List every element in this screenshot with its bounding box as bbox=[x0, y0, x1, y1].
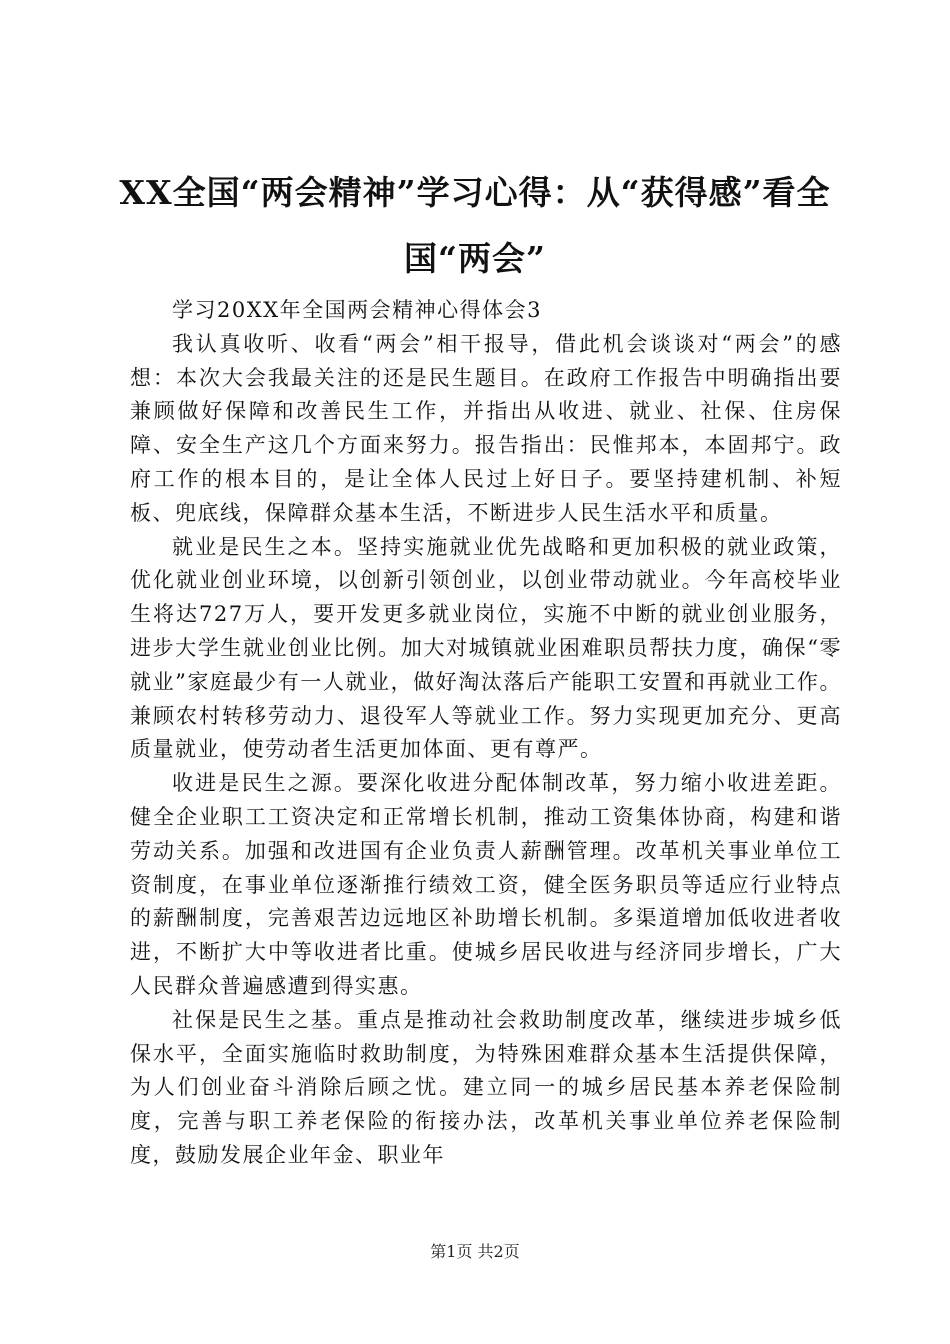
page-footer: 第1页 共2页 bbox=[430, 1242, 520, 1261]
paragraph-social-security: 社保是民生之基。重点是推动社会救助制度改革，继续进步城乡低保水平，全面实施临时救助制度，为特殊困难群众基本生活提供保障，为人们创业奋斗消除后顾之忧。建立同一的城乡居民基本养老保险制度，完善与职工养老保险的衔接办法，改革机关事业单位养老保险制度，鼓励发展企业年金、职业年 bbox=[130, 1007, 842, 1167]
paragraph-employment: 就业是民生之本。坚持实施就业优先战略和更加积极的就业政策，优化就业创业环境，以创新引领创业，以创业带动就业。今年高校毕业生将达727万人，要开发更多就业岗位，实施不中断的就业创业服务，进步大学生就业创业比例。加大对城镇就业困难职员帮扶力度，确保“零就业”家庭最少有一人就业，做好淘汰落后产能职工安置和再就业工作。兼顾农村转移劳动力、退役军人等就业工作。努力实现更加充分、更高质量就业，使劳动者生活更加体面、更有尊严。 bbox=[130, 534, 842, 762]
paragraph-intro: 我认真收听、收看“两会”相干报导，借此机会谈谈对“两会”的感想：本次大会我最关注的还是民生题目。在政府工作报告中明确指出要兼顾做好保障和改善民生工作，并指出从收进、就业、社保、住房保障、安全生产这几个方面来努力。报告指出：民惟邦本，本固邦宁。政府工作的根本目的，是让全体人民过上好日子。要坚持建机制、补短板、兜底线，保障群众基本生活，不断进步人民生活水平和质量。 bbox=[130, 331, 842, 525]
paragraph-income: 收进是民生之源。要深化收进分配体制改革，努力缩小收进差距。健全企业职工工资决定和正常增长机制，推动工资集体协商，构建和谐劳动关系。加强和改进国有企业负责人薪酬管理。改革机关事业单位工资制度，在事业单位逐渐推行绩效工资，健全医务职员等适应行业特点的薪酬制度，完善艰苦边远地区补助增长机制。多渠道增加低收进者收进，不断扩大中等收进者比重。使城乡居民收进与经济同步增长，广大人民群众普遍感遭到得实惠。 bbox=[130, 771, 842, 998]
document-title: XX全国“两会精神”学习心得：从“获得感”看全国“两会” bbox=[119, 173, 831, 278]
paragraph-subtitle: 学习20XX年全国两会精神心得体会3 bbox=[172, 298, 542, 322]
document-body bbox=[130, 294, 842, 1173]
